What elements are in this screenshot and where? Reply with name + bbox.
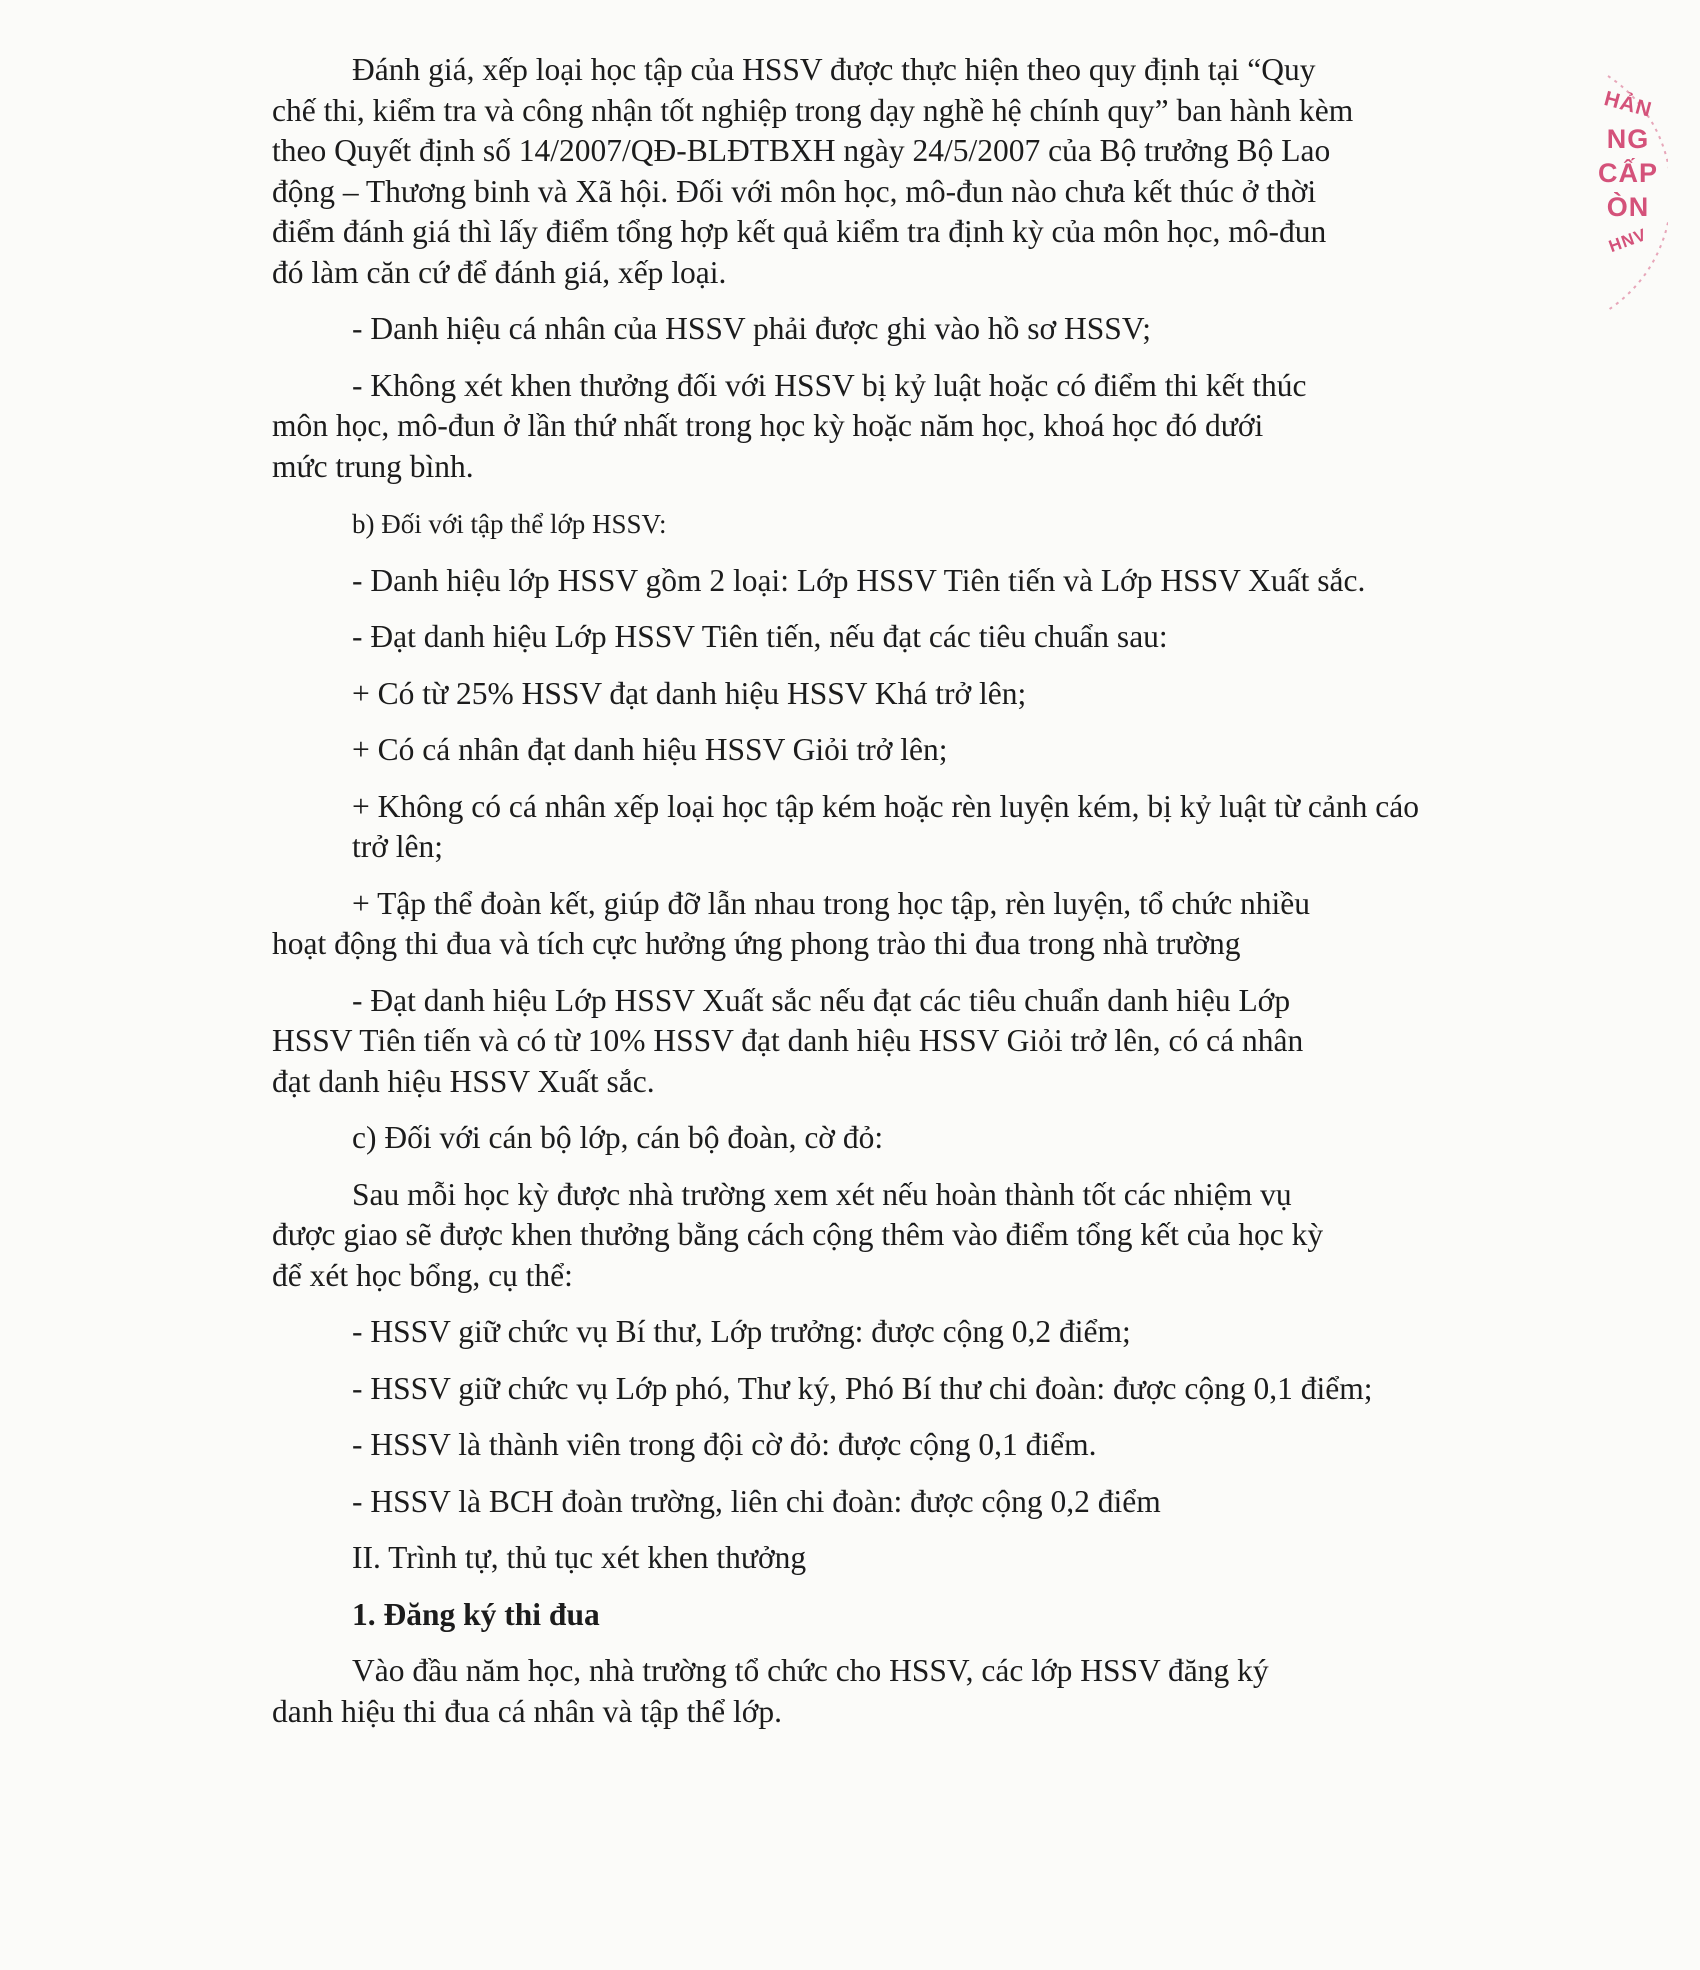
bullet-no-reward: - Không xét khen thưởng đối với HSSV bị kỷ luật hoặc có điểm thi kết thúc môn học, mô-đun ở lần thứ nhất trong học kỳ hoặc năm học, khoá học đó dưới mức trung bình. [272, 367, 1307, 484]
stamp-line: CẤP [1598, 158, 1659, 188]
subsection-1-heading: 1. Đăng ký thi đua [352, 1596, 600, 1632]
bullet-excellent-class: - Đạt danh hiệu Lớp HSSV Xuất sắc nếu đạt các tiêu chuẩn danh hiệu Lớp HSSV Tiên tiến và có từ 10% HSSV đạt danh hiệu HSSV Giỏi trở lên, có cá nhân đạt danh hiệu HSSV Xuất sắc. [272, 982, 1304, 1099]
criterion-25-percent: + Có từ 25% HSSV đạt danh hiệu HSSV Khá trở lên; [352, 675, 1027, 711]
bonus-red-flag: - HSSV là thành viên trong đội cờ đỏ: được cộng 0,1 điểm. [352, 1427, 1097, 1462]
criterion-solidarity: + Tập thể đoàn kết, giúp đỡ lẫn nhau trong học tập, rèn luyện, tổ chức nhiều hoạt động thi đua và tích cực hưởng ứng phong trào thi đua trong nhà trường [272, 885, 1311, 961]
paragraph-officers: Sau mỗi học kỳ được nhà trường xem xét nếu hoàn thành tốt các nhiệm vụ được giao sẽ được khen thưởng bằng cách cộng thêm vào điểm tổng kết của học kỳ để xét học bổng, cụ thể: [272, 1176, 1324, 1293]
section-b-heading [352, 503, 1432, 545]
stamp-line: ÒN [1606, 192, 1650, 222]
paragraph-evaluation: Đánh giá, xếp loại học tập của HSSV được thực hiện theo quy định tại “Quy chế thi, kiểm tra và công nhận tốt nghiệp trong dạy nghề hệ chính quy” ban hành kèm theo Quyết định số 14/2007/QĐ-BLĐTBXH ngày 24/5/2007 của Bộ trưởng Bộ Lao động – Thương binh và Xã hội. Đối với môn học, mô-đun nào chưa kết thúc ở thời điểm đánh giá thì lấy điểm tổng hợp kết quả kiểm tra định kỳ của môn học, mô-đun đó làm căn cứ để đánh giá, xếp loại. [272, 52, 1354, 290]
criterion-no-poor: + Không có cá nhân xếp loại học tập kém hoặc rèn luyện kém, bị kỷ luật từ cảnh cáo trở lên; [352, 788, 1419, 864]
section-ii-heading: II. Trình tự, thủ tục xét khen thưởng [352, 1540, 807, 1575]
stamp-line: NG [1606, 124, 1650, 154]
paragraph-registration: Vào đầu năm học, nhà trường tổ chức cho HSSV, các lớp HSSV đăng ký danh hiệu thi đua cá nhân và tập thể lớp. [272, 1653, 1269, 1729]
bullet-class-title-types: - Danh hiệu lớp HSSV gồm 2 loại: Lớp HSSV Tiên tiến và Lớp HSSV Xuất sắc. [352, 562, 1366, 598]
bonus-executive: - HSSV là BCH đoàn trường, liên chi đoàn: được cộng 0,2 điểm [352, 1483, 1161, 1519]
section-c-heading: c) Đối với cán bộ lớp, cán bộ đoàn, cờ đỏ: [352, 1120, 884, 1155]
stamp-ring [1548, 68, 1668, 318]
document-body [272, 50, 1432, 1732]
section-b-text: b) Đối với tập thể lớp HSSV: [352, 509, 667, 539]
criterion-good-individual: + Có cá nhân đạt danh hiệu HSSV Giỏi trở lên; [352, 732, 948, 767]
bullet-personal-title: - Danh hiệu cá nhân của HSSV phải được ghi vào hồ sơ HSSV; [352, 311, 1151, 346]
stamp-line: HNV [1606, 224, 1650, 257]
bullet-advanced-class: - Đạt danh hiệu Lớp HSSV Tiên tiến, nếu đạt các tiêu chuẩn sau: [352, 619, 1168, 654]
bonus-secretary: - HSSV giữ chức vụ Bí thư, Lớp trưởng: được cộng 0,2 điểm; [352, 1314, 1131, 1349]
bonus-vice: - HSSV giữ chức vụ Lớp phó, Thư ký, Phó Bí thư chi đoàn: được cộng 0,1 điểm; [352, 1370, 1373, 1406]
stamp-line: HẢN [1601, 87, 1655, 122]
